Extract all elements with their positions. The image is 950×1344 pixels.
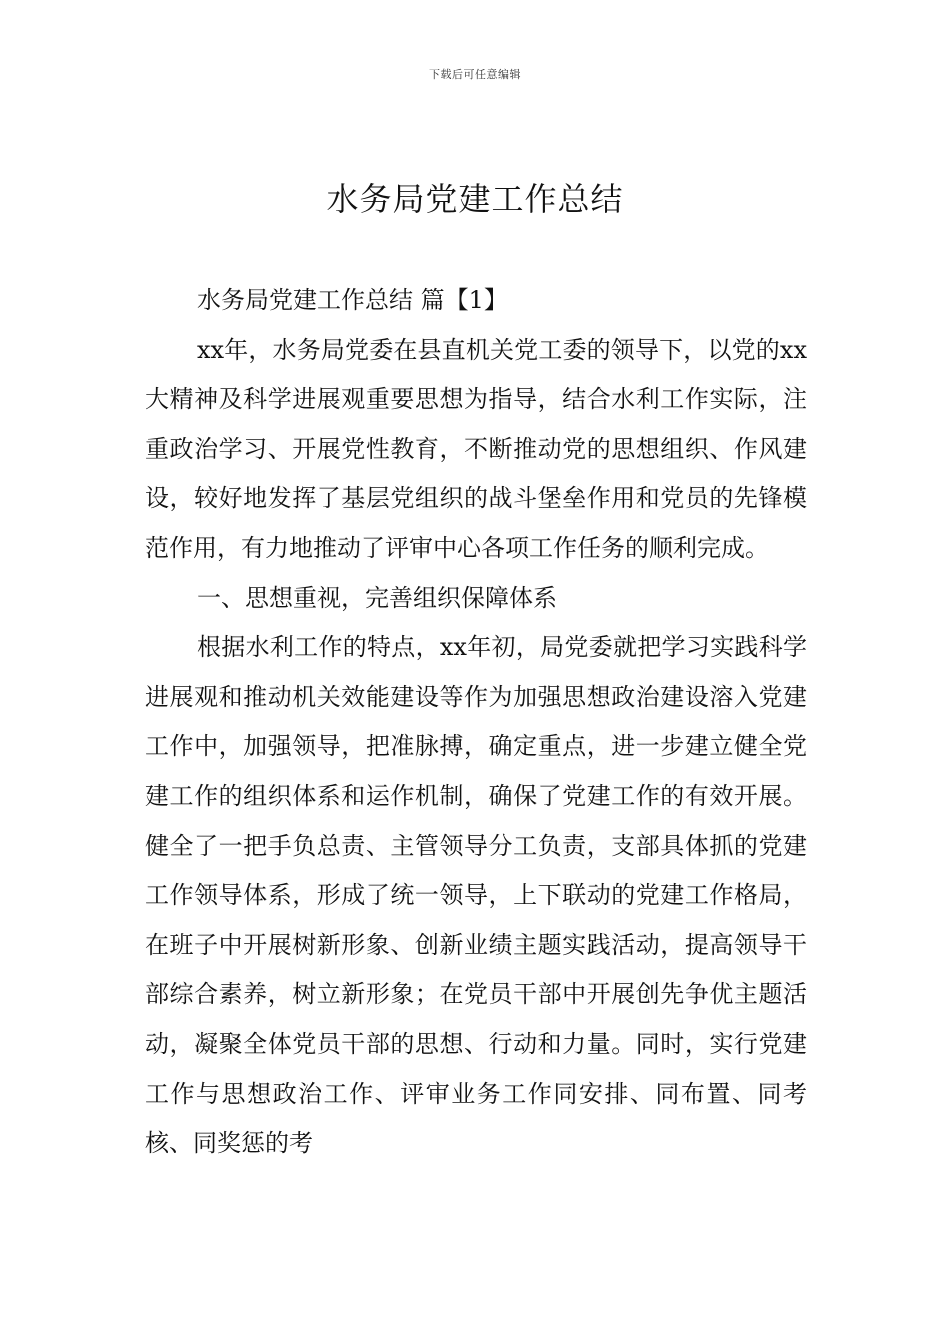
document-title: 水务局党建工作总结: [326, 180, 624, 218]
body-paragraph-1: 根据水利工作的特点，xx年初，局党委就把学习实践科学进展观和推动机关效能建设等作为加强思想政治建设溶入党建工作中，加强领导，把准脉搏，确定重点，进一步建立健全党建工作的组织体系和运作机制，确保了党建工作的有效开展。健全了一把手负总责、主管领导分工负责，支部具体抓的党建工作领导体系，形成了统一领导，上下联动的党建工作格局，在班子中开展树新形象、创新业绩主题实践活动，提高领导干部综合素养，树立新形象；在党员干部中开展创先争优主题活动，凝聚全体党员干部的思想、行动和力量。同时，实行党建工作与思想政治工作、评审业务工作同安排、同布置、同考核、同奖惩的考: [145, 633, 807, 1158]
body-paragraph-intro: xx年，水务局党委在县直机关党工委的领导下，以党的xx大精神及科学进展观重要思想为指导，结合水利工作实际，注重政治学习、开展党性教育，不断推动党的思想组织、作风建设，较好地发挥了基层党组织的战斗堡垒作用和党员的先锋模范作用，有力地推动了评审中心各项工作任务的顺利完成。: [145, 335, 807, 562]
subsection-heading-1: 一、思想重视，完善组织保障体系: [197, 583, 557, 612]
document-body: [145, 276, 807, 1169]
header-note: 下载后可任意编辑: [429, 68, 521, 81]
section-heading-1: 水务局党建工作总结 篇【1】: [197, 286, 508, 314]
